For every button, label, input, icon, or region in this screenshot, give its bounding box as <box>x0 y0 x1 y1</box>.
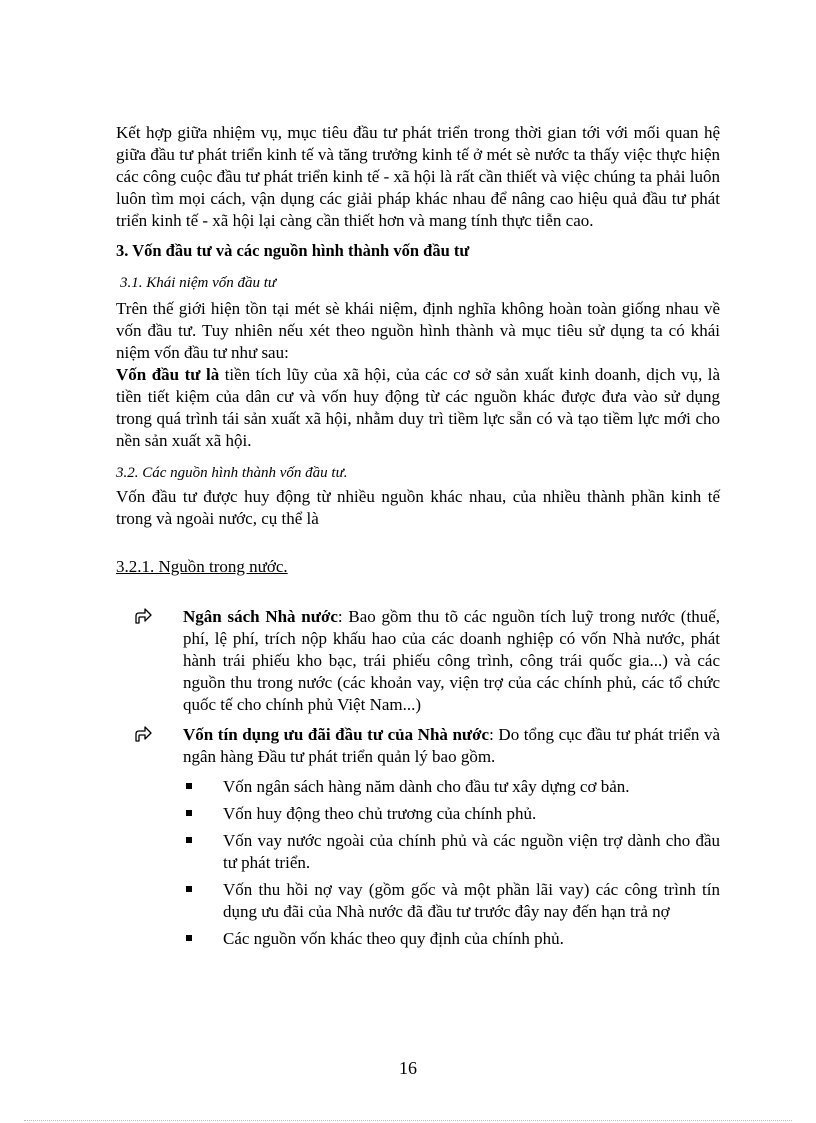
state-budget-text: : Bao gồm thu tõ các nguồn tích luỹ trong nước (thuế, phí, lệ phí, trích nộp khấu hao của các doanh nghiệp có vốn Nhà nước, phát hành trái phiếu kho bạc, trái phiếu công trình, công trái quốc gia...) và các nguồn thu trong nước (các khoản vay, viện trợ của các chính phủ, các tổ chức quốc tế cho chính phủ Việt Nam...) <box>183 607 720 714</box>
sub-bullet-list <box>116 776 720 950</box>
document-page <box>116 122 720 955</box>
list-item: Vốn ngân sách hàng năm dành cho đầu tư xây dựng cơ bản. <box>116 776 720 798</box>
list-item: Vốn thu hồi nợ vay (gồm gốc và một phần lãi vay) các công trình tín dụng ưu đãi của Nhà nước đã đầu tư trước đây nay đến hạn trả nợ <box>116 879 720 923</box>
square-bullet-icon <box>186 783 192 789</box>
list-item: Các nguồn vốn khác theo quy định của chính phủ. <box>116 928 720 950</box>
list-item: Vốn vay nước ngoài của chính phủ và các nguồn viện trợ dành cho đầu tư phát triển. <box>116 830 720 874</box>
section-3-2-1-heading: 3.2.1. Nguồn trong nước. <box>116 557 288 576</box>
square-bullet-icon <box>186 886 192 892</box>
list-item-preferential-credit <box>116 724 720 768</box>
pointing-arrow-icon <box>134 607 152 625</box>
page-bottom-divider <box>24 1120 792 1121</box>
page-number: 16 <box>399 1058 417 1078</box>
state-budget-term: Ngân sách Nhà nước <box>183 607 338 626</box>
square-bullet-icon <box>186 935 192 941</box>
section-3-1-paragraph: Trên thế giới hiện tồn tại mét sè khái niệm, định nghĩa không hoàn toàn giống nhau về vốn đầu tư. Tuy nhiên nếu xét theo nguồn hình thành và mục tiêu sử dụng ta có khái niệm vốn đầu tư như sau: <box>116 299 720 362</box>
section-3-heading: 3. Vốn đầu tư và các nguồn hình thành vốn đầu tư <box>116 241 470 260</box>
section-3-1-heading: 3.1. Khái niệm vốn đầu tư <box>120 275 277 291</box>
intro-paragraph: Kết hợp giữa nhiệm vụ, mục tiêu đầu tư phát triển trong thời gian tới với mối quan hệ giữa đầu tư phát triển kinh tế và tăng trưởng kinh tế ở mét sè nước ta thấy việc thực hiện các công cuộc đầu tư phát triển kinh tế - xã hội là rất cần thiết và việc chúng ta phải luôn luôn tìm mọi cách, vận dụng các giải pháp khác nhau để nâng cao hiệu quả đầu tư phát triển kinh tế - xã hội lại càng cần thiết hơn và mang tính thực tiễn cao. <box>116 123 720 230</box>
definition-paragraph <box>116 364 720 452</box>
square-bullet-icon <box>186 837 192 843</box>
definition-term: Vốn đầu tư là <box>116 365 220 384</box>
pointing-arrow-icon <box>134 725 152 743</box>
list-item: Vốn huy động theo chủ trương của chính phủ. <box>116 803 720 825</box>
definition-text: tiền tích lũy của xã hội, của các cơ sở sản xuất kinh doanh, dịch vụ, là tiền tiết kiệm của dân cư và vốn huy động từ các nguồn khác được đưa vào sử dụng trong quá trình tái sản xuất xã hội, nhằm duy trì tiềm lực sẵn có và tạo tiềm lực mới cho nền sản xuất xã hội. <box>116 365 720 450</box>
list-item-state-budget <box>116 606 720 716</box>
section-3-2-paragraph: Vốn đầu tư được huy động từ nhiều nguồn khác nhau, của nhiều thành phần kinh tế trong và ngoài nước, cụ thể là <box>116 487 720 528</box>
preferential-credit-text: : Do tổng cục đầu tư phát triển và ngân hàng Đầu tư phát triển quản lý bao gồm. <box>183 725 721 766</box>
preferential-credit-term: Vốn tín dụng ưu đãi đầu tư của Nhà nước <box>183 725 490 744</box>
square-bullet-icon <box>186 810 192 816</box>
section-3-2-heading: 3.2. Các nguồn hình thành vốn đầu tư. <box>116 465 348 481</box>
